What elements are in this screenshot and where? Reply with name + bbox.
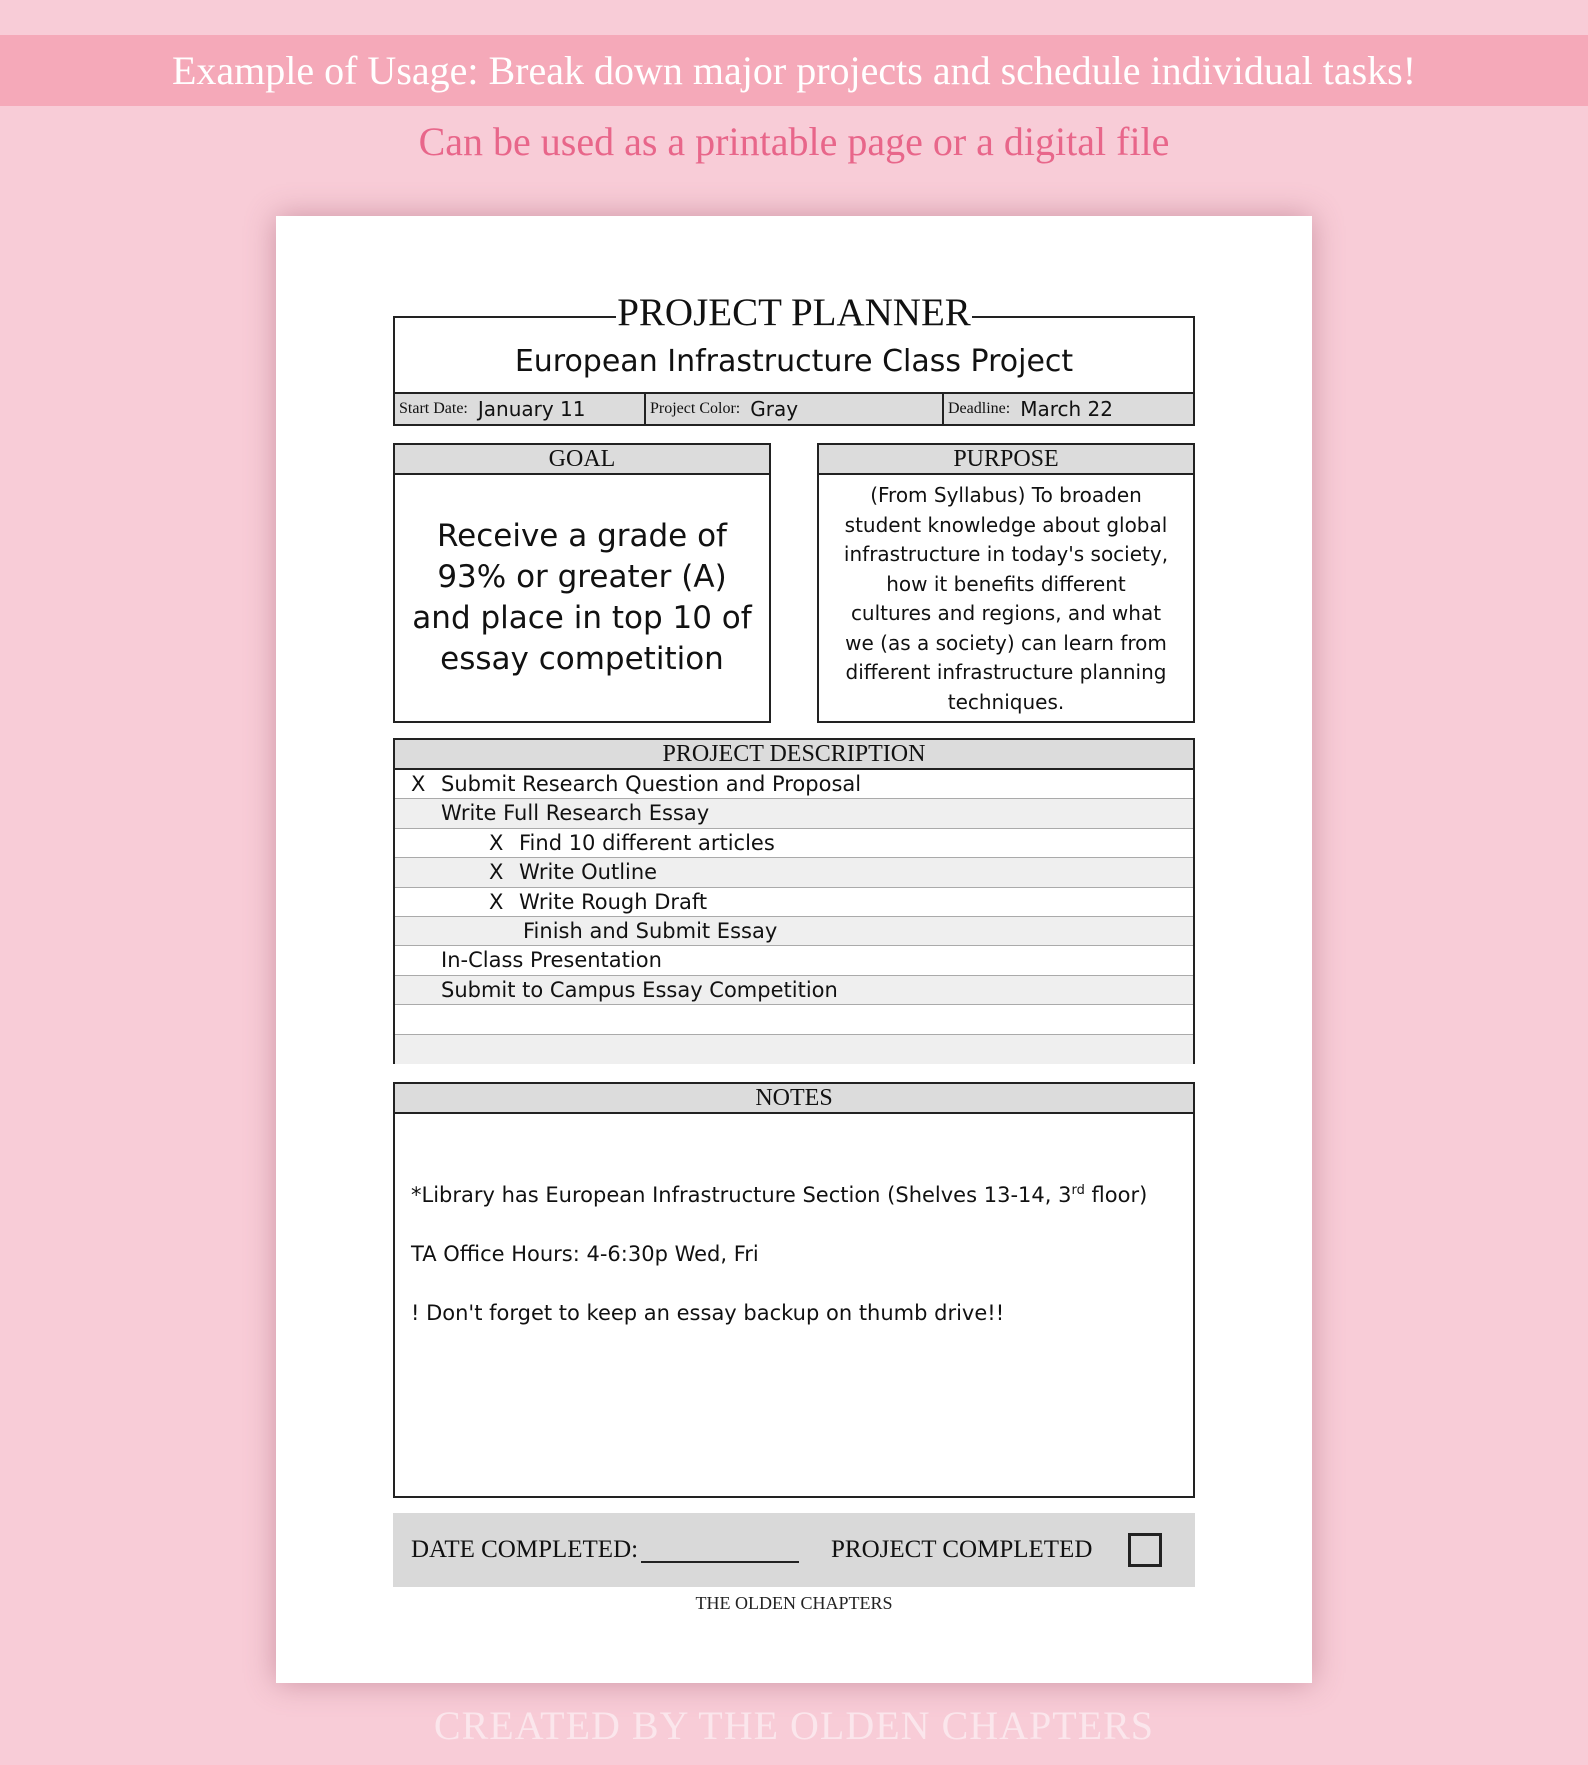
completion-bar [393, 1513, 1195, 1587]
task-text: Submit to Campus Essay Competition [441, 977, 838, 1002]
project-name: European Infrastructure Class Project [514, 344, 1074, 379]
task-row [395, 917, 1193, 946]
task-text: In-Class Presentation [441, 948, 662, 973]
goal-text [395, 516, 769, 680]
start-date-label: Start Date: [399, 400, 468, 417]
usage-banner: Example of Usage: Break down major projects and schedule individual tasks! [0, 35, 1588, 106]
task-text: Write Full Research Essay [441, 801, 710, 826]
info-row [393, 392, 1195, 426]
project-color-value: Gray [750, 397, 799, 421]
purpose-line: how it benefits different [886, 571, 1126, 596]
sheet-footer: THE OLDEN CHAPTERS [695, 1593, 893, 1613]
purpose-line: we (as a society) can learn from [845, 630, 1167, 655]
date-completed-line[interactable] [641, 1561, 799, 1563]
task-row [395, 770, 1193, 799]
task-row [395, 858, 1193, 887]
note-line-1-text: *Library has European Infrastructure Section (Shelves 13-14, 3 [411, 1183, 1072, 1207]
project-color-label: Project Color: [650, 400, 741, 417]
deadline-cell [944, 394, 1193, 424]
task-text: Find 10 different articles [519, 830, 775, 855]
goal-line: essay competition [440, 641, 724, 677]
goal-line: Receive a grade of [437, 518, 727, 554]
task-check-mark: X [489, 830, 504, 855]
task-check-mark: X [489, 860, 504, 885]
task-text: Write Outline [519, 860, 658, 885]
note-line [411, 1161, 1191, 1225]
purpose-line: different infrastructure planning [845, 660, 1167, 684]
purpose-line: infrastructure in today's society, [843, 542, 1169, 566]
description-rows [395, 770, 1193, 1064]
note-line: TA Office Hours: 4-6:30p Wed, Fri [411, 1242, 759, 1266]
project-completed-checkbox[interactable] [1128, 1533, 1162, 1567]
usage-subtitle: Can be used as a printable page or a digital file [418, 119, 1170, 164]
start-date-cell [395, 394, 646, 424]
goal-line: 93% or greater (A) [437, 559, 727, 595]
purpose-line: cultures and regions, and what [850, 601, 1162, 625]
note-line-1-superscript: rd [1071, 1183, 1085, 1198]
task-check-mark: X [489, 889, 504, 914]
start-date-value: January 11 [477, 397, 586, 421]
goal-line: and place in top 10 of [412, 600, 752, 636]
description-heading: PROJECT DESCRIPTION [393, 738, 1195, 770]
purpose-line: (From Syllabus) To broaden [870, 483, 1142, 507]
planner-sheet [276, 216, 1312, 1683]
task-row [395, 1035, 1193, 1064]
date-completed-label: DATE COMPLETED: [411, 1536, 639, 1563]
planner-title: PROJECT PLANNER [616, 288, 972, 338]
task-row [395, 829, 1193, 858]
creator-credit: CREATED BY THE OLDEN CHAPTERS [433, 1703, 1155, 1748]
task-check-mark: X [411, 772, 426, 796]
note-line-1-end: floor) [1084, 1183, 1148, 1207]
purpose-heading: PURPOSE [817, 443, 1195, 475]
goal-heading: GOAL [393, 443, 771, 475]
task-text: Submit Research Question and Proposal [441, 772, 862, 796]
task-row [395, 1005, 1193, 1034]
project-color-cell [646, 394, 944, 424]
project-completed-label: PROJECT COMPLETED [831, 1536, 1093, 1563]
task-text: Finish and Submit Essay [523, 918, 778, 943]
task-row [395, 976, 1193, 1005]
task-row [395, 946, 1193, 975]
notes-text [411, 1161, 1191, 1343]
purpose-line: techniques. [947, 689, 1065, 714]
purpose-text [819, 481, 1193, 717]
purpose-line: student knowledge about global [844, 512, 1168, 537]
deadline-label: Deadline: [948, 400, 1011, 417]
task-text: Write Rough Draft [519, 889, 708, 914]
notes-heading: NOTES [393, 1082, 1195, 1114]
note-line: ! Don't forget to keep an essay backup on thumb drive!! [411, 1301, 1005, 1325]
task-row [395, 888, 1193, 917]
task-row [395, 799, 1193, 828]
deadline-value: March 22 [1020, 397, 1113, 421]
